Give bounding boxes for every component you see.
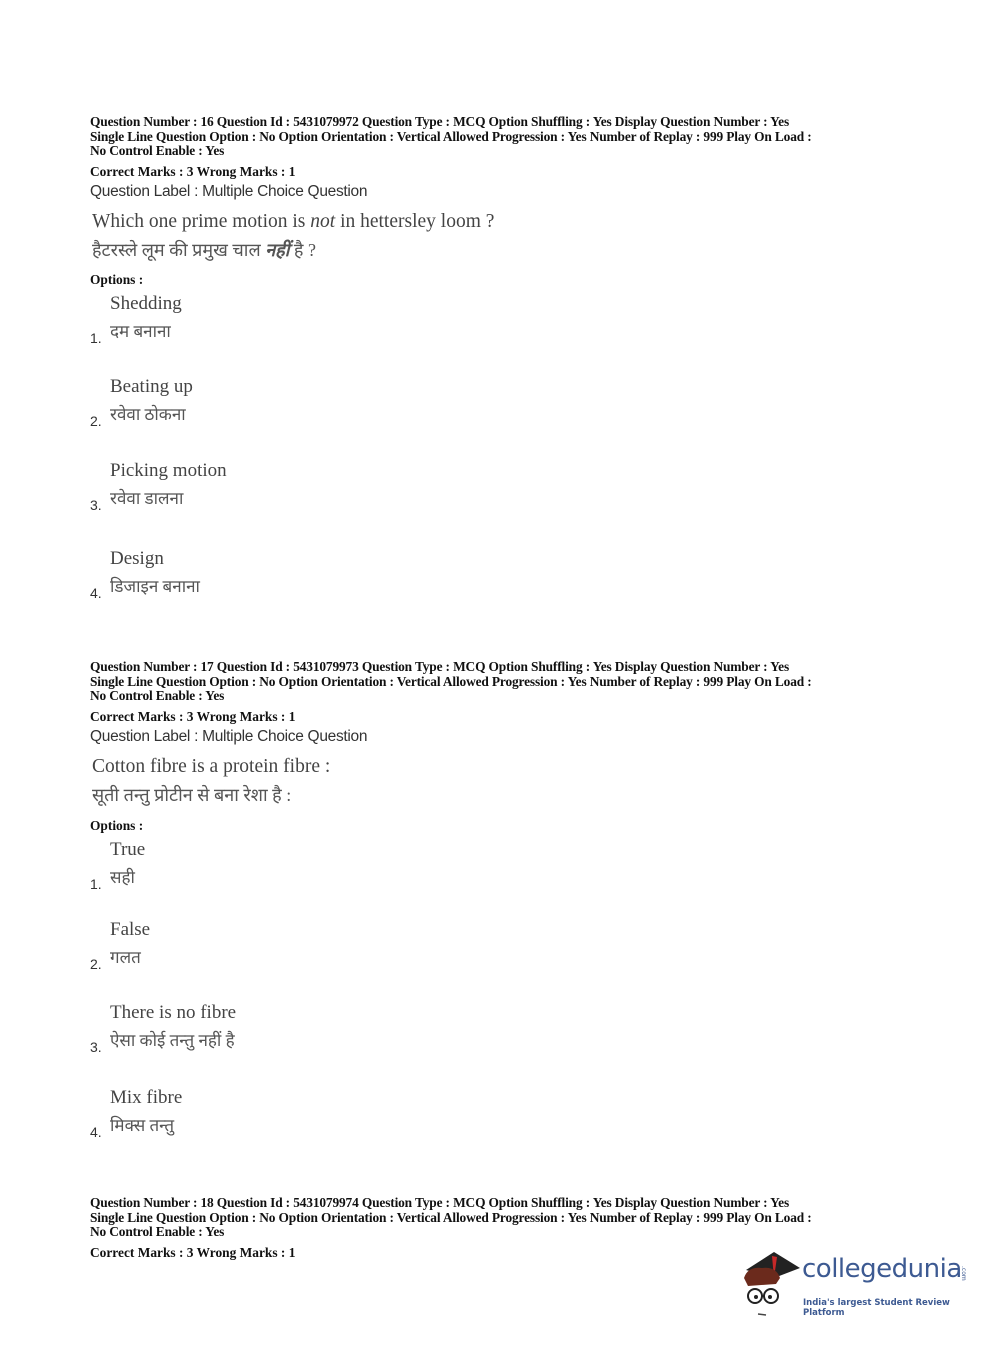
option-text: Picking motion xyxy=(110,460,227,481)
question-marks: Correct Marks : 3 Wrong Marks : 1 xyxy=(90,709,296,724)
question-label: Question Label : Multiple Choice Question xyxy=(90,183,368,200)
option-number: 3. xyxy=(90,1039,102,1055)
option-number: 1. xyxy=(90,330,102,346)
option-3[interactable] xyxy=(90,1002,490,1062)
options-label: Options : xyxy=(90,818,144,833)
question-text-hindi xyxy=(92,238,316,262)
option-4[interactable] xyxy=(90,548,490,608)
option-text-hindi: सही xyxy=(110,868,135,887)
option-1[interactable] xyxy=(90,839,490,899)
question-meta: Question Number : 17 Question Id : 5431079973 Question Type : MCQ Option Shuffling : Yes Display Question Number : Yes Single Line Question Option : No Option Orientation : Vertical Allowed Progression : Yes Number of Replay : 999 Play On Load : No Control Enable : Yes xyxy=(90,659,812,704)
question-hindi-part: हैटरस्ले लूम की प्रमुख चाल xyxy=(92,240,266,260)
question-meta: Question Number : 18 Question Id : 5431079974 Question Type : MCQ Option Shuffling : Yes Display Question Number : Yes Single Line Question Option : No Option Orientation : Vertical Allowed Progression : Yes Number of Replay : 999 Play On Load : No Control Enable : Yes xyxy=(90,1195,812,1240)
option-number: 2. xyxy=(90,956,102,972)
option-text-hindi: डिजाइन बनाना xyxy=(110,577,200,596)
question-text-part: Which one prime motion is xyxy=(92,211,311,232)
question-label: Question Label : Multiple Choice Question xyxy=(90,728,368,745)
question-text-part: in hettersley loom ? xyxy=(335,211,495,232)
mascot-icon xyxy=(740,1248,802,1318)
option-text: There is no fibre xyxy=(110,1002,237,1023)
question-text xyxy=(92,211,494,233)
option-text-hindi: गलत xyxy=(110,948,141,967)
question-18 xyxy=(90,1195,920,1260)
question-16 xyxy=(90,114,920,601)
option-text: False xyxy=(110,919,151,940)
logo-suffix: .com xyxy=(960,1266,967,1281)
option-2[interactable] xyxy=(90,919,490,979)
question-marks: Correct Marks : 3 Wrong Marks : 1 xyxy=(90,164,296,179)
question-hindi-emphasis: नहीं xyxy=(265,240,290,260)
option-text: Design xyxy=(110,548,164,569)
option-3[interactable] xyxy=(90,460,490,520)
question-text: Cotton fibre is a protein fibre : xyxy=(92,756,331,777)
option-text: Shedding xyxy=(110,293,182,314)
option-number: 3. xyxy=(90,497,102,513)
option-text-hindi: दम बनाना xyxy=(110,322,171,341)
option-number: 4. xyxy=(90,1124,102,1140)
option-number: 4. xyxy=(90,585,102,601)
option-number: 1. xyxy=(90,876,102,892)
option-text-hindi: रवेवा डालना xyxy=(110,489,184,508)
option-number: 2. xyxy=(90,413,102,429)
logo-wordmark: collegedunia xyxy=(802,1254,962,1284)
option-text: Beating up xyxy=(110,376,193,397)
question-text-emphasis: not xyxy=(310,211,336,232)
option-2[interactable] xyxy=(90,376,490,436)
option-text-hindi: ऐसा कोई तन्तु नहीं है xyxy=(110,1031,235,1050)
option-1[interactable] xyxy=(90,293,490,353)
collegedunia-logo xyxy=(740,1248,970,1318)
option-text-hindi: रवेवा ठोकना xyxy=(110,405,186,424)
question-text-hindi: सूती तन्तु प्रोटीन से बना रेशा है : xyxy=(92,785,292,805)
options-label: Options : xyxy=(90,272,144,287)
option-text-hindi: मिक्स तन्तु xyxy=(110,1116,175,1135)
option-text: Mix fibre xyxy=(110,1087,183,1108)
question-hindi-part: है ? xyxy=(289,240,316,260)
question-meta: Question Number : 16 Question Id : 5431079972 Question Type : MCQ Option Shuffling : Yes Display Question Number : Yes Single Line Question Option : No Option Orientation : Vertical Allowed Progression : Yes Number of Replay : 999 Play On Load : No Control Enable : Yes xyxy=(90,114,812,159)
question-17 xyxy=(90,659,920,1140)
option-text: True xyxy=(110,839,146,860)
option-4[interactable] xyxy=(90,1087,490,1147)
logo-tagline: India's largest Student Review Platform xyxy=(803,1298,950,1318)
question-marks: Correct Marks : 3 Wrong Marks : 1 xyxy=(90,1245,296,1260)
